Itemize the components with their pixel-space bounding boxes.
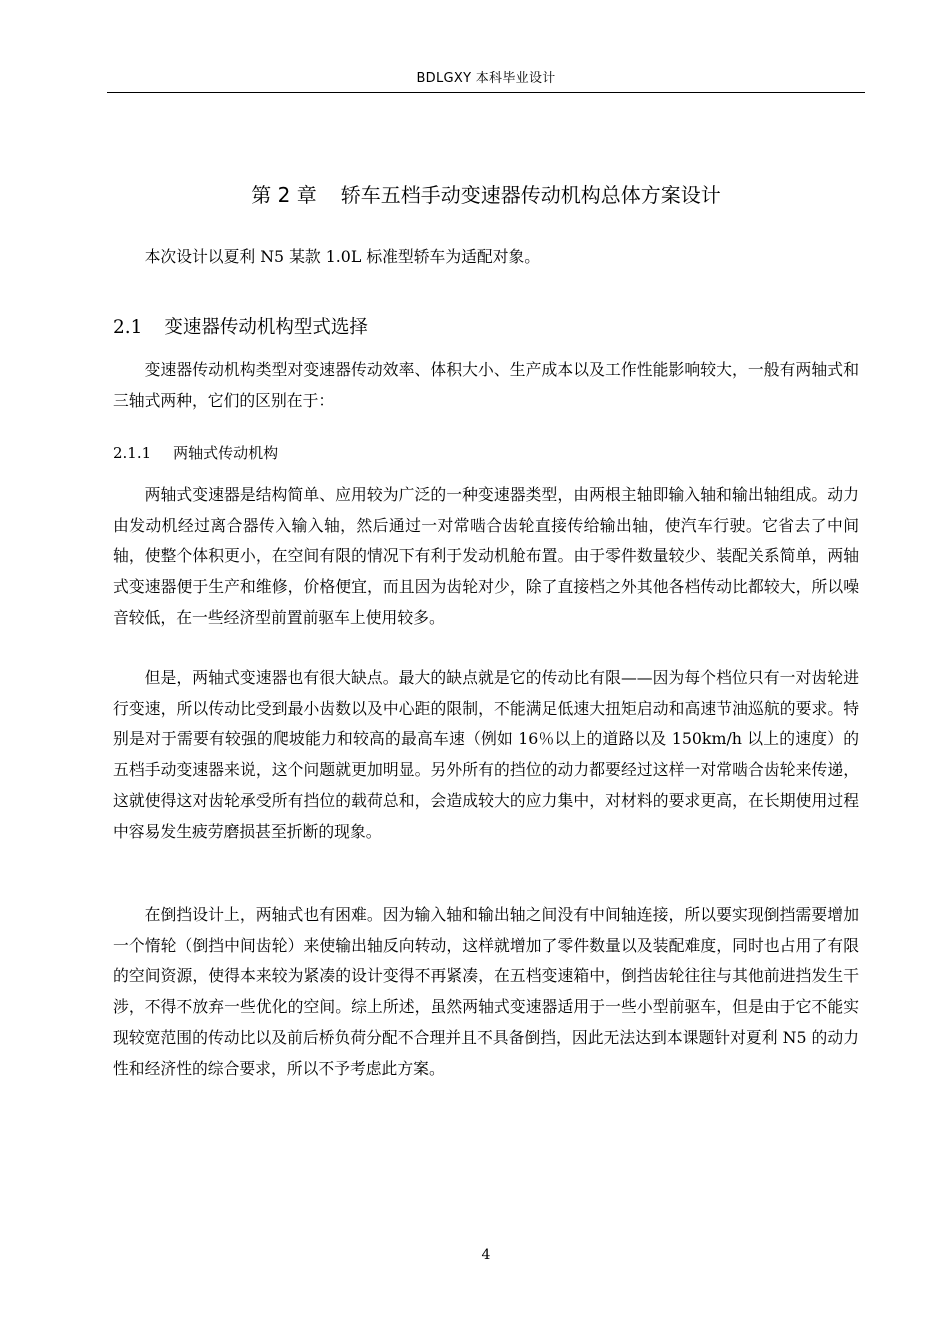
chapter-title: 轿车五档手动变速器传动机构总体方案设计: [340, 183, 721, 207]
section-heading: [113, 314, 368, 342]
chapter-number: 第 2 章: [251, 183, 317, 207]
running-header: BDLGXY 本科毕业设计: [416, 71, 556, 86]
page-number: 4: [481, 1247, 491, 1263]
subsection-number: 2.1.1: [113, 444, 152, 462]
header-divider: [107, 92, 865, 93]
chapter-heading: [107, 181, 865, 209]
section-paragraph: 变速器传动机构类型对变速器传动效率、体积大小、生产成本以及工作性能影响较大，一般有两轴式和三轴式两种，它们的区别在于：: [113, 360, 859, 410]
section-title: 变速器传动机构型式选择: [164, 317, 368, 338]
subsection-title: 两轴式传动机构: [173, 444, 279, 462]
section-number: 2.1: [113, 317, 143, 338]
body-paragraph: 两轴式变速器是结构简单、应用较为广泛的一种变速器类型，由两根主轴即输入轴和输出轴组成。动力由发动机经过离合器传入输入轴，然后通过一对常啮合齿轮直接传给输出轴，使汽车行驶。它省去了中间轴，使整个体积更小，在空间有限的情况下有利于发动机舱布置。由于零件数量较少、装配关系简单，两轴式变速器便于生产和维修，价格便宜，而且因为齿轮对少，除了直接档之外其他各档传动比都较大，所以噪音较低，在一些经济型前置前驱车上使用较多。: [113, 485, 859, 627]
subsection-heading: [113, 442, 278, 464]
body-paragraph: 在倒挡设计上，两轴式也有困难。因为输入轴和输出轴之间没有中间轴连接，所以要实现倒挡需要增加一个惰轮（倒挡中间齿轮）来使输出轴反向转动，这样就增加了零件数量以及装配难度，同时也占用了有限的空间资源，使得本来较为紧凑的设计变得不再紧凑，在五档变速箱中，倒挡齿轮往往与其他前进挡发生干涉，不得不放弃一些优化的空间。综上所述，虽然两轴式变速器适用于一些小型前驱车，但是由于它不能实现较宽范围的传动比以及前后桥负荷分配不合理并且不具备倒挡，因此无法达到本课题针对夏利 N5 的动力性和经济性的综合要求，所以不予考虑此方案。: [113, 905, 859, 1078]
body-paragraph: 但是，两轴式变速器也有很大缺点。最大的缺点就是它的传动比有限——因为每个档位只有一对齿轮进行变速，所以传动比受到最小齿数以及中心距的限制，不能满足低速大扭矩启动和高速节油巡航的要求。特别是对于需要有较强的爬坡能力和较高的最高车速（例如 16％以上的道路以及 150km/h 以上的速度）的五档手动变速器来说，这个问题就更加明显。另外所有的挡位的动力都要经过这样一对常啮合齿轮来传递，这就使得这对齿轮承受所有挡位的载荷总和，会造成较大的应力集中，对材料的要求更高，在长期使用过程中容易发生疲劳磨损甚至折断的现象。: [113, 668, 859, 841]
intro-paragraph: 本次设计以夏利 N5 某款 1.0L 标准型轿车为适配对象。: [144, 247, 541, 266]
